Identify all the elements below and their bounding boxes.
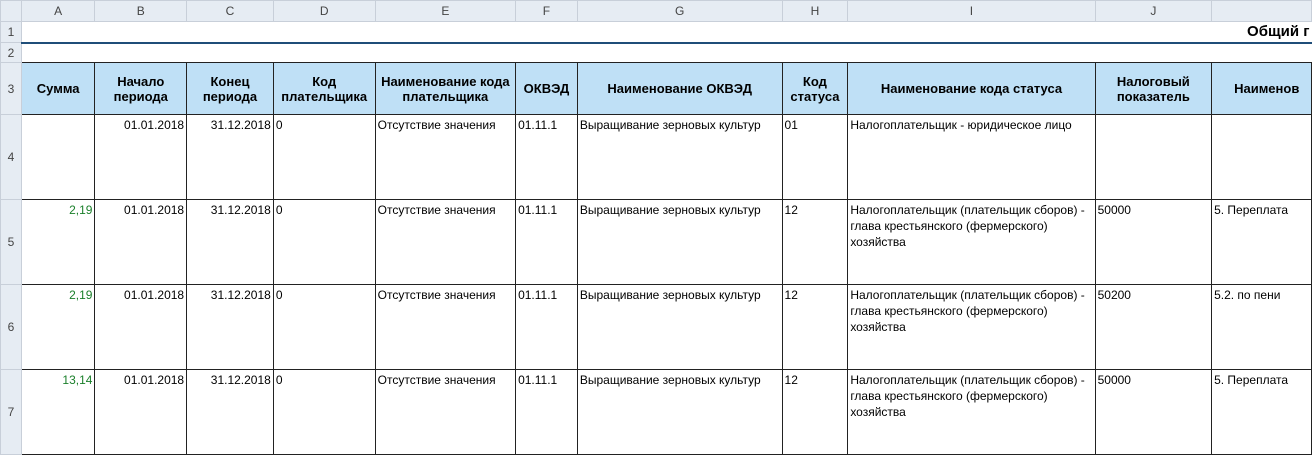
cell-okved[interactable]: 01.11.1: [516, 200, 578, 285]
header-payer-code-name[interactable]: Наименование кода плательщика: [375, 63, 515, 115]
cell-status-code[interactable]: 12: [782, 200, 848, 285]
header-tax-indicator[interactable]: Налоговый показатель: [1095, 63, 1211, 115]
row-header-7[interactable]: 7: [1, 370, 22, 455]
cell-payer-code-name[interactable]: Отсутствие значения: [375, 285, 515, 370]
cell-period-end[interactable]: 31.12.2018: [187, 285, 274, 370]
column-header-b[interactable]: B: [95, 1, 187, 22]
select-all-corner[interactable]: [1, 1, 22, 22]
column-header-row: [1, 1, 1312, 22]
column-header-e[interactable]: E: [375, 1, 515, 22]
cell-name-k[interactable]: 5.2. по пени: [1212, 285, 1312, 370]
cell-tax-indicator[interactable]: 50000: [1095, 200, 1211, 285]
cell-okved-name[interactable]: Выращивание зерновых культур: [577, 200, 782, 285]
cell-sum[interactable]: 2,19: [21, 285, 95, 370]
empty-row[interactable]: [21, 43, 1311, 63]
cell-payer-code[interactable]: 0: [273, 200, 375, 285]
column-header-i[interactable]: I: [848, 1, 1095, 22]
header-row: [1, 63, 1312, 115]
cell-payer-code[interactable]: 0: [273, 285, 375, 370]
row-header-5[interactable]: 5: [1, 200, 22, 285]
cell-okved-name[interactable]: Выращивание зерновых культур: [577, 115, 782, 200]
cell-status-code-name[interactable]: Налогоплательщик (плательщик сборов) - глава крестьянского (фермерского) хозяйства: [848, 200, 1095, 285]
table-row: [1, 200, 1312, 285]
row-header-3[interactable]: 3: [1, 63, 22, 115]
sheet-row: [1, 22, 1312, 43]
cell-name-k[interactable]: 5. Переплата: [1212, 200, 1312, 285]
cell-status-code-name[interactable]: Налогоплательщик - юридическое лицо: [848, 115, 1095, 200]
header-period-end[interactable]: Конец периода: [187, 63, 274, 115]
header-status-code-name[interactable]: Наименование кода статуса: [848, 63, 1095, 115]
report-title[interactable]: Общий г: [21, 22, 1311, 43]
cell-sum[interactable]: 2,19: [21, 200, 95, 285]
cell-okved-name[interactable]: Выращивание зерновых культур: [577, 285, 782, 370]
cell-payer-code-name[interactable]: Отсутствие значения: [375, 115, 515, 200]
table-row: [1, 370, 1312, 455]
cell-status-code[interactable]: 12: [782, 285, 848, 370]
header-okved[interactable]: ОКВЭД: [516, 63, 578, 115]
cell-status-code[interactable]: 12: [782, 370, 848, 455]
header-period-start[interactable]: Начало периода: [95, 63, 187, 115]
cell-payer-code-name[interactable]: Отсутствие значения: [375, 200, 515, 285]
column-header-f[interactable]: F: [516, 1, 578, 22]
cell-sum[interactable]: [21, 115, 95, 200]
cell-period-end[interactable]: 31.12.2018: [187, 115, 274, 200]
cell-status-code-name[interactable]: Налогоплательщик (плательщик сборов) - глава крестьянского (фермерского) хозяйства: [848, 285, 1095, 370]
column-header-c[interactable]: C: [187, 1, 274, 22]
cell-okved[interactable]: 01.11.1: [516, 370, 578, 455]
cell-tax-indicator[interactable]: 50000: [1095, 370, 1211, 455]
row-header-6[interactable]: 6: [1, 285, 22, 370]
column-header-a[interactable]: A: [21, 1, 95, 22]
header-payer-code[interactable]: Код плательщика: [273, 63, 375, 115]
column-header-g[interactable]: G: [577, 1, 782, 22]
cell-payer-code-name[interactable]: Отсутствие значения: [375, 370, 515, 455]
table-row: [1, 285, 1312, 370]
cell-period-end[interactable]: 31.12.2018: [187, 200, 274, 285]
row-header-1[interactable]: 1: [1, 22, 22, 43]
cell-okved-name[interactable]: Выращивание зерновых культур: [577, 370, 782, 455]
table-row: [1, 115, 1312, 200]
row-header-4[interactable]: 4: [1, 115, 22, 200]
cell-status-code-name[interactable]: Налогоплательщик (плательщик сборов) - глава крестьянского (фермерского) хозяйства: [848, 370, 1095, 455]
sheet-row: [1, 43, 1312, 63]
header-status-code[interactable]: Код статуса: [782, 63, 848, 115]
cell-okved[interactable]: 01.11.1: [516, 285, 578, 370]
column-header-h[interactable]: H: [782, 1, 848, 22]
header-sum[interactable]: Сумма: [21, 63, 95, 115]
cell-tax-indicator[interactable]: 50200: [1095, 285, 1211, 370]
cell-period-start[interactable]: 01.01.2018: [95, 370, 187, 455]
header-name-k[interactable]: Наименов: [1212, 63, 1312, 115]
cell-okved[interactable]: 01.11.1: [516, 115, 578, 200]
column-header-j[interactable]: J: [1095, 1, 1211, 22]
column-header-d[interactable]: D: [273, 1, 375, 22]
cell-period-end[interactable]: 31.12.2018: [187, 370, 274, 455]
cell-name-k[interactable]: [1212, 115, 1312, 200]
cell-period-start[interactable]: 01.01.2018: [95, 200, 187, 285]
cell-sum[interactable]: 13,14: [21, 370, 95, 455]
cell-period-start[interactable]: 01.01.2018: [95, 285, 187, 370]
cell-tax-indicator[interactable]: [1095, 115, 1211, 200]
cell-name-k[interactable]: 5. Переплата: [1212, 370, 1312, 455]
cell-payer-code[interactable]: 0: [273, 370, 375, 455]
cell-period-start[interactable]: 01.01.2018: [95, 115, 187, 200]
header-okved-name[interactable]: Наименование ОКВЭД: [577, 63, 782, 115]
column-header-k[interactable]: [1212, 1, 1312, 22]
row-header-2[interactable]: 2: [1, 43, 22, 63]
cell-payer-code[interactable]: 0: [273, 115, 375, 200]
cell-status-code[interactable]: 01: [782, 115, 848, 200]
